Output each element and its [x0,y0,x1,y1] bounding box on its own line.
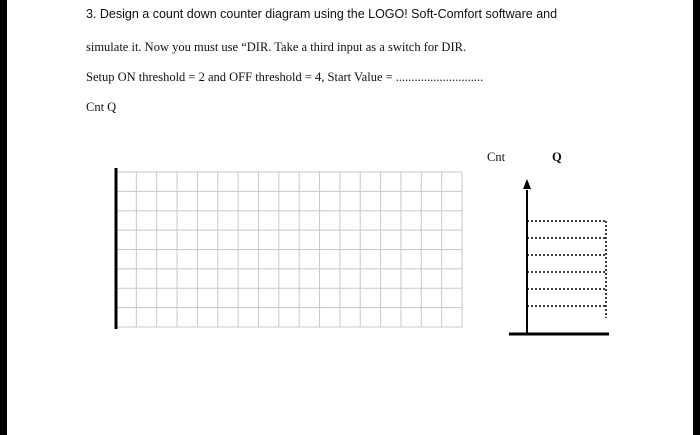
cnt-header: Cnt [487,150,506,164]
document-page [7,0,693,435]
question-line-3: Setup ON threshold = 2 and OFF threshold = 4, Start Value = ............................ [86,70,484,84]
question-line-4: Cnt Q [86,100,117,114]
counter-axis [497,176,612,341]
axis-arrow-icon [523,179,531,189]
timing-grid [102,166,467,331]
question-title: 3. Design a count down counter diagram using the LOGO! Soft-Comfort software and [86,7,558,21]
q-header: Q [552,150,562,164]
question-line-2: simulate it. Now you must use “DIR. Take a third input as a switch for DIR. [86,40,467,54]
